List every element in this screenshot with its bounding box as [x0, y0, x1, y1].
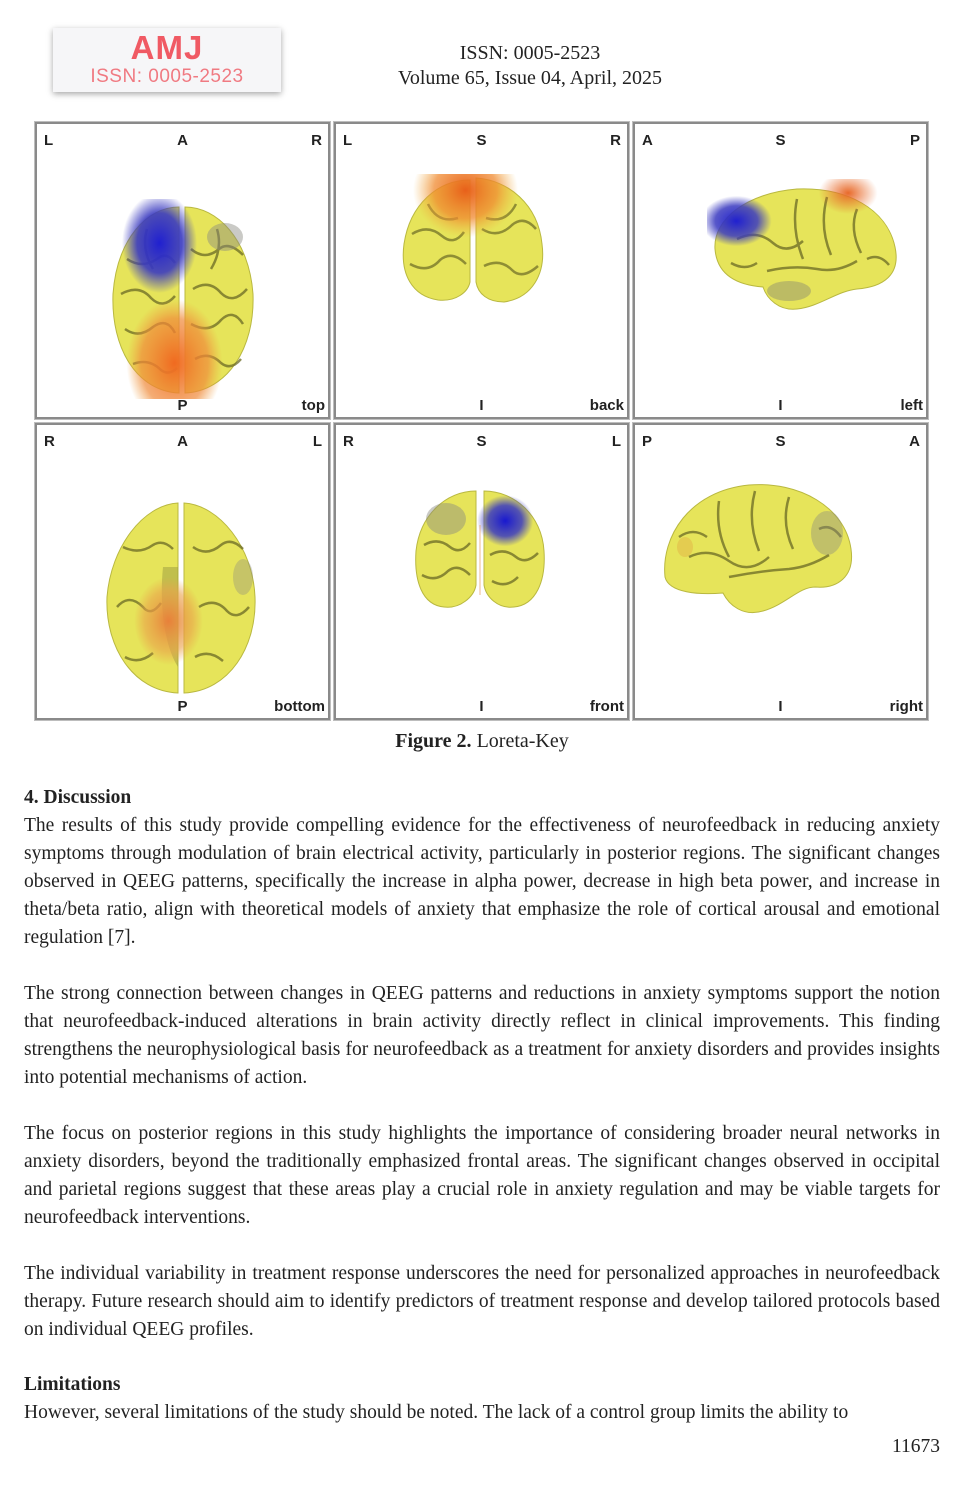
- figure-caption-label: Figure 2.: [395, 730, 472, 752]
- orientation-label-top: S: [476, 132, 487, 149]
- limitations-paragraph: However, several limitations of the study should be noted. The lack of a control group limits the ability to: [24, 1402, 849, 1423]
- panel-right-view: [633, 423, 928, 720]
- logo-title: AMJ: [130, 29, 204, 66]
- orientation-label-right: A: [909, 433, 920, 450]
- discussion-section: [24, 784, 940, 952]
- view-name-label: top: [301, 397, 325, 414]
- journal-logo: [53, 28, 281, 92]
- orientation-label-bottom: P: [177, 698, 188, 715]
- view-name-label: left: [900, 397, 923, 414]
- brain-right-view-image: [659, 477, 859, 623]
- discussion-paragraph-3-block: [24, 1120, 940, 1232]
- orientation-label-bottom: I: [479, 397, 484, 414]
- figure-caption-text: Loreta-Key: [471, 730, 569, 752]
- brain-left-view-image: [707, 179, 903, 319]
- page-number: 11673: [891, 1436, 940, 1457]
- orientation-label-right: L: [312, 433, 322, 450]
- orientation-label-top: A: [177, 433, 188, 450]
- discussion-paragraph-4: The individual variability in treatment response underscores the need for personalized approaches in neurofeedback therapy. Future research should aim to identify predictors of treatment response and develop tailored protocols based on individual QEEG profiles.: [24, 1263, 940, 1340]
- brain-back-view-image: [398, 174, 548, 309]
- orientation-label-left: R: [343, 433, 354, 450]
- orientation-label-bottom: I: [479, 698, 484, 715]
- logo-issn: ISSN: 0005-2523: [90, 66, 244, 87]
- orientation-label-left: R: [44, 433, 55, 450]
- view-name-label: bottom: [274, 698, 325, 715]
- orientation-label-top: S: [476, 433, 487, 450]
- orientation-label-left: A: [642, 132, 653, 149]
- orientation-label-right: P: [909, 132, 920, 149]
- view-name-label: front: [589, 698, 624, 715]
- panel-front-view: [334, 423, 629, 720]
- figure-caption: [0, 730, 964, 753]
- orientation-label-bottom: P: [177, 397, 188, 414]
- orientation-label-top: S: [775, 132, 786, 149]
- panel-left-view: [633, 122, 928, 419]
- panel-top-view: [35, 122, 330, 419]
- discussion-paragraph-3: The focus on posterior regions in this study highlights the importance of considering broader neural networks in anxiety disorders, beyond the traditionally emphasized frontal areas. The significant changes observed in occipital and parietal regions suggest that these areas play a crucial role in anxiety regulation and may be viable targets for neurofeedback interventions.: [24, 1123, 940, 1228]
- view-name-label: back: [589, 397, 624, 414]
- panel-back-view: [334, 122, 629, 419]
- panel-bottom-view: [35, 423, 330, 720]
- issn-line: ISSN: 0005-2523: [459, 42, 601, 64]
- discussion-paragraph-2-block: [24, 980, 940, 1092]
- orientation-label-bottom: I: [778, 397, 783, 414]
- journal-header: [370, 41, 690, 91]
- orientation-label-right: R: [610, 132, 621, 149]
- orientation-label-bottom: I: [778, 698, 783, 715]
- figure-2-grid: [35, 122, 928, 720]
- section-heading-discussion: 4. Discussion: [24, 787, 132, 808]
- orientation-label-right: R: [311, 132, 322, 149]
- brain-bottom-view-image: [103, 497, 259, 697]
- brain-front-view-image: [410, 485, 550, 613]
- brain-top-view-image: [107, 199, 257, 399]
- orientation-label-top: S: [775, 433, 786, 450]
- section-heading-limitations: Limitations: [24, 1374, 121, 1395]
- volume-line: Volume 65, Issue 04, April, 2025: [397, 67, 663, 89]
- orientation-label-left: L: [343, 132, 353, 149]
- orientation-label-right: L: [611, 433, 621, 450]
- orientation-label-left: P: [642, 433, 653, 450]
- orientation-label-top: A: [177, 132, 188, 149]
- discussion-paragraph-1: The results of this study provide compelling evidence for the effectiveness of neurofeedback in reducing anxiety symptoms through modulation of brain electrical activity, particularly in posterior regions. The significant changes observed in QEEG patterns, specifically the increase in alpha power, decrease in high beta power, and increase in theta/beta ratio, align with theoretical models of anxiety that emphasize the role of cortical arousal and emotional regulation [7].: [24, 815, 940, 948]
- limitations-section: [24, 1371, 940, 1427]
- discussion-paragraph-4-block: [24, 1260, 940, 1344]
- discussion-paragraph-2: The strong connection between changes in QEEG patterns and reductions in anxiety symptoms support the notion that neurofeedback-induced alterations in brain activity directly reflect in clinical improvements. This finding strengthens the neurophysiological basis for neurofeedback as a treatment for anxiety disorders and provides insights into potential mechanisms of action.: [24, 983, 940, 1088]
- orientation-label-left: L: [44, 132, 54, 149]
- view-name-label: right: [889, 698, 923, 715]
